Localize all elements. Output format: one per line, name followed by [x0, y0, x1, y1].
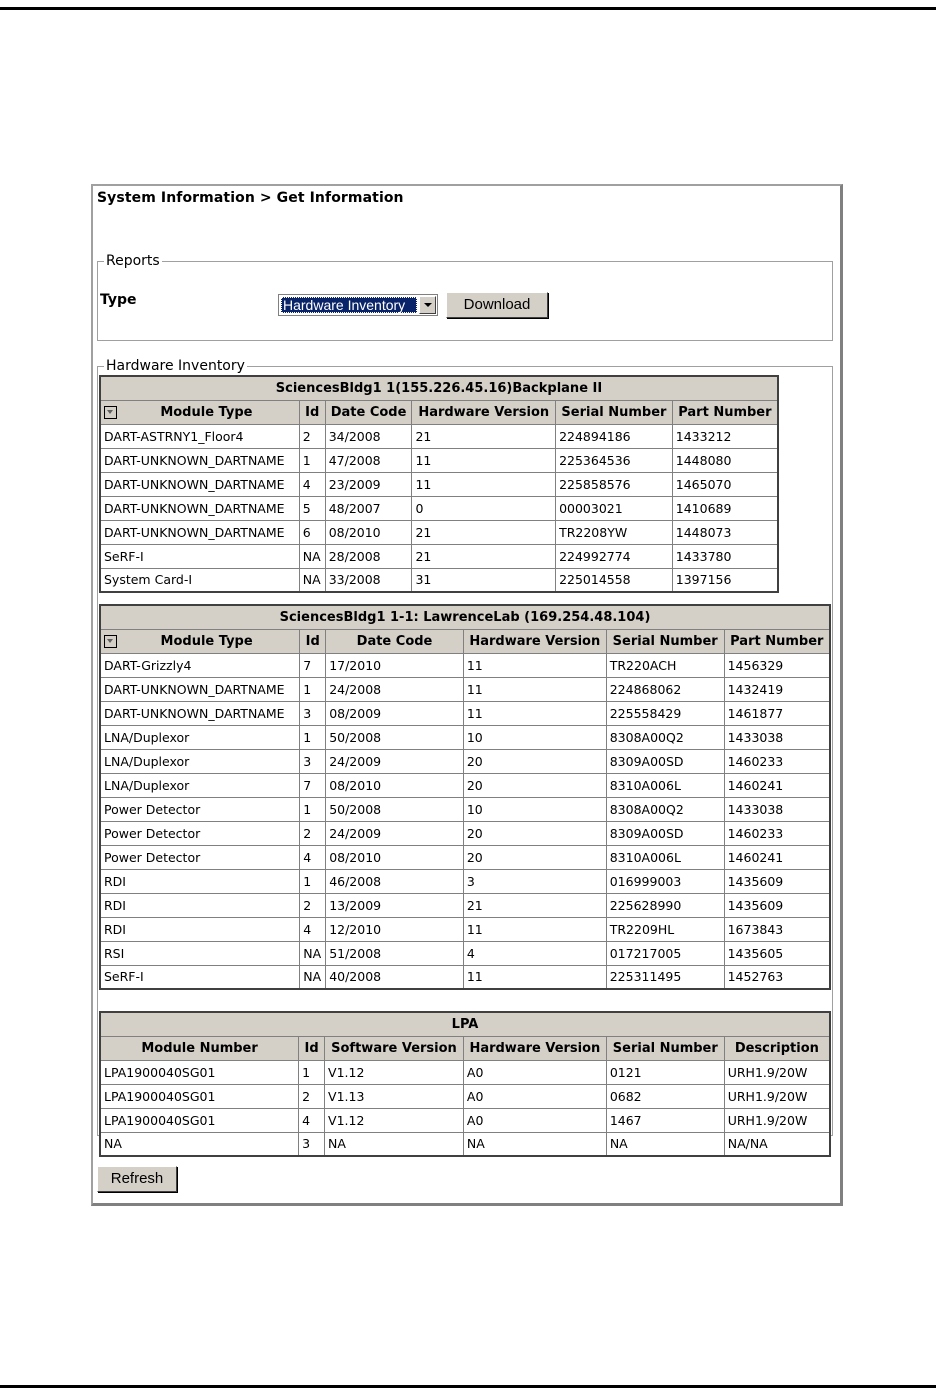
table-cell: 1452763 — [724, 965, 830, 989]
table-row — [100, 965, 830, 989]
table-cell: 50/2008 — [326, 725, 464, 749]
table-header-row — [100, 629, 830, 653]
table-row — [100, 653, 830, 677]
table-cell: 225364536 — [556, 448, 673, 472]
column-header-serial-number: Serial Number — [606, 629, 724, 653]
column-header-hardware-version: Hardware Version — [412, 400, 556, 424]
table-cell: NA — [300, 965, 326, 989]
table-cell: 1397156 — [672, 568, 778, 592]
table-row — [100, 520, 778, 544]
table-row — [100, 1084, 830, 1108]
table-cell: 1465070 — [672, 472, 778, 496]
table-cell: A0 — [463, 1084, 606, 1108]
column-header-serial-number: Serial Number — [606, 1036, 724, 1060]
table-cell: Power Detector — [100, 821, 300, 845]
table-cell: NA — [100, 1132, 299, 1156]
table-cell: V1.12 — [325, 1060, 464, 1084]
column-header-serial-number: Serial Number — [556, 400, 673, 424]
table-cell: 8309A00SD — [606, 821, 724, 845]
table-cell: 11 — [463, 917, 606, 941]
table-cell: 08/2010 — [325, 520, 412, 544]
table-cell: 11 — [463, 653, 606, 677]
table-title: SciencesBldg1 1(155.226.45.16)Backplane II — [100, 376, 778, 400]
table-cell: 20 — [463, 821, 606, 845]
table-cell: 48/2007 — [325, 496, 412, 520]
table-cell: NA — [463, 1132, 606, 1156]
table-cell: NA — [300, 941, 326, 965]
reports-fieldset — [97, 253, 833, 341]
table-cell: 11 — [463, 677, 606, 701]
chevron-down-icon[interactable] — [419, 296, 436, 314]
table-cell: 4 — [300, 845, 326, 869]
table-cell: Power Detector — [100, 797, 300, 821]
table-cell: NA — [325, 1132, 464, 1156]
table-cell: LPA1900040SG01 — [100, 1060, 299, 1084]
table-cell: 1460241 — [724, 773, 830, 797]
table-cell: V1.13 — [325, 1084, 464, 1108]
table-cell: 224992774 — [556, 544, 673, 568]
table-cell: 1456329 — [724, 653, 830, 677]
column-header-module-type[interactable]: Module Type — [100, 400, 299, 424]
column-header-hardware-version: Hardware Version — [463, 1036, 606, 1060]
table-cell: TR220ACH — [606, 653, 724, 677]
table-cell: 4 — [299, 472, 325, 496]
table-cell: 0121 — [606, 1060, 724, 1084]
table-cell: 21 — [412, 520, 556, 544]
table-cell: 11 — [412, 472, 556, 496]
report-type-selected-value: Hardware Inventory — [281, 297, 417, 313]
breadcrumb: System Information > Get Information — [97, 190, 404, 206]
table-cell: 1 — [300, 725, 326, 749]
table-cell: 8310A006L — [606, 845, 724, 869]
table-cell: 2 — [300, 893, 326, 917]
inventory-table-lpa — [99, 1011, 831, 1157]
table-cell: 1460233 — [724, 821, 830, 845]
table-cell: URH1.9/20W — [724, 1084, 830, 1108]
table-cell: 1 — [300, 869, 326, 893]
table-cell: 225628990 — [606, 893, 724, 917]
table-row — [100, 568, 778, 592]
table-cell: 016999003 — [606, 869, 724, 893]
table-cell: 1448073 — [672, 520, 778, 544]
table-row — [100, 496, 778, 520]
table-cell: 51/2008 — [326, 941, 464, 965]
table-cell: 4 — [463, 941, 606, 965]
table-cell: DART-UNKNOWN_DARTNAME — [100, 496, 299, 520]
table-cell: 2 — [299, 1084, 325, 1108]
table-row — [100, 1132, 830, 1156]
table-cell: LNA/Duplexor — [100, 773, 300, 797]
top-rule — [0, 7, 936, 10]
column-header-date-code: Date Code — [325, 400, 412, 424]
inventory-table-lawrencelab — [99, 604, 831, 990]
table-cell: DART-UNKNOWN_DARTNAME — [100, 677, 300, 701]
table-cell: 8310A006L — [606, 773, 724, 797]
table-cell: 3 — [300, 701, 326, 725]
reports-legend: Reports — [106, 253, 160, 269]
report-type-select[interactable] — [278, 294, 438, 316]
table-cell: 1432419 — [724, 677, 830, 701]
table-row — [100, 1060, 830, 1084]
column-header-module-type[interactable]: Module Type — [100, 629, 300, 653]
table-cell: 34/2008 — [325, 424, 412, 448]
table-cell: 1433038 — [724, 797, 830, 821]
table-cell: 1435609 — [724, 869, 830, 893]
table-cell: LPA1900040SG01 — [100, 1084, 299, 1108]
table-cell: 24/2008 — [326, 677, 464, 701]
table-cell: System Card-I — [100, 568, 299, 592]
table-row — [100, 1108, 830, 1132]
table-cell: 017217005 — [606, 941, 724, 965]
table-cell: NA/NA — [724, 1132, 830, 1156]
table-cell: 224868062 — [606, 677, 724, 701]
table-cell: DART-UNKNOWN_DARTNAME — [100, 448, 299, 472]
table-row — [100, 941, 830, 965]
sort-dropdown-icon[interactable] — [104, 635, 117, 648]
table-row — [100, 749, 830, 773]
table-row — [100, 845, 830, 869]
table-cell: URH1.9/20W — [724, 1108, 830, 1132]
table-row — [100, 821, 830, 845]
table-cell: 10 — [463, 797, 606, 821]
table-cell: 2 — [299, 424, 325, 448]
table-cell: 08/2010 — [326, 773, 464, 797]
inventory-table-backplane — [99, 375, 779, 593]
table-cell: 224894186 — [556, 424, 673, 448]
table-row — [100, 472, 778, 496]
bottom-rule — [0, 1385, 936, 1388]
table-cell: 20 — [463, 749, 606, 773]
table-cell: 2 — [300, 821, 326, 845]
table-cell: 13/2009 — [326, 893, 464, 917]
table-cell: 1461877 — [724, 701, 830, 725]
hardware-inventory-legend: Hardware Inventory — [106, 358, 245, 374]
column-header-module-number: Module Number — [100, 1036, 299, 1060]
table-cell: 12/2010 — [326, 917, 464, 941]
table-cell: 1435609 — [724, 893, 830, 917]
column-header-hardware-version: Hardware Version — [463, 629, 606, 653]
table-cell: 8308A00Q2 — [606, 725, 724, 749]
table-cell: NA — [606, 1132, 724, 1156]
table-cell: 0 — [412, 496, 556, 520]
table-cell: 1433780 — [672, 544, 778, 568]
table-cell: LNA/Duplexor — [100, 725, 300, 749]
table-cell: 11 — [412, 448, 556, 472]
table-cell: URH1.9/20W — [724, 1060, 830, 1084]
column-header-software-version: Software Version — [325, 1036, 464, 1060]
table-row — [100, 677, 830, 701]
table-cell: 17/2010 — [326, 653, 464, 677]
table-cell: A0 — [463, 1060, 606, 1084]
table-cell: 08/2009 — [326, 701, 464, 725]
table-cell: RDI — [100, 917, 300, 941]
table-header-row — [100, 1036, 830, 1060]
table-cell: 33/2008 — [325, 568, 412, 592]
table-cell: 1448080 — [672, 448, 778, 472]
table-cell: 225014558 — [556, 568, 673, 592]
table-title: LPA — [100, 1012, 830, 1036]
table-cell: 08/2010 — [326, 845, 464, 869]
table-cell: 1433212 — [672, 424, 778, 448]
sort-dropdown-icon[interactable] — [104, 406, 117, 419]
table-cell: 3 — [463, 869, 606, 893]
table-row — [100, 797, 830, 821]
table-row — [100, 893, 830, 917]
column-header-id: Id — [300, 629, 326, 653]
table-cell: 11 — [463, 701, 606, 725]
type-label: Type — [100, 292, 137, 308]
table-cell: SeRF-I — [100, 965, 300, 989]
table-cell: RSI — [100, 941, 300, 965]
column-header-id: Id — [299, 400, 325, 424]
table-cell: 6 — [299, 520, 325, 544]
table-cell: 28/2008 — [325, 544, 412, 568]
table-cell: 31 — [412, 568, 556, 592]
table-cell: RDI — [100, 869, 300, 893]
table-cell: 21 — [412, 544, 556, 568]
table-cell: LPA1900040SG01 — [100, 1108, 299, 1132]
table-cell: V1.12 — [325, 1108, 464, 1132]
table-cell: 225558429 — [606, 701, 724, 725]
table-cell: 10 — [463, 725, 606, 749]
table-cell: DART-UNKNOWN_DARTNAME — [100, 520, 299, 544]
table-cell: 7 — [300, 653, 326, 677]
table-cell: 7 — [300, 773, 326, 797]
table-cell: SeRF-I — [100, 544, 299, 568]
table-cell: 1673843 — [724, 917, 830, 941]
table-cell: 1435605 — [724, 941, 830, 965]
table-cell: 00003021 — [556, 496, 673, 520]
table-cell: 1410689 — [672, 496, 778, 520]
table-cell: DART-UNKNOWN_DARTNAME — [100, 472, 299, 496]
column-header-part-number: Part Number — [724, 629, 830, 653]
table-cell: 1 — [300, 797, 326, 821]
table-cell: 21 — [463, 893, 606, 917]
column-header-id: Id — [299, 1036, 325, 1060]
table-cell: 3 — [299, 1132, 325, 1156]
table-row — [100, 917, 830, 941]
table-cell: 1 — [299, 1060, 325, 1084]
table-cell: 11 — [463, 965, 606, 989]
column-header-date-code: Date Code — [326, 629, 464, 653]
table-cell: DART-UNKNOWN_DARTNAME — [100, 701, 300, 725]
table-cell: A0 — [463, 1108, 606, 1132]
table-cell: 4 — [300, 917, 326, 941]
table-row — [100, 725, 830, 749]
table-cell: 1 — [299, 448, 325, 472]
table-title: SciencesBldg1 1-1: LawrenceLab (169.254.48.104) — [100, 605, 830, 629]
column-header-part-number: Part Number — [672, 400, 778, 424]
table-row — [100, 773, 830, 797]
table-cell: 1433038 — [724, 725, 830, 749]
table-cell: 1 — [300, 677, 326, 701]
table-cell: 225311495 — [606, 965, 724, 989]
table-cell: 40/2008 — [326, 965, 464, 989]
table-row — [100, 544, 778, 568]
table-cell: 4 — [299, 1108, 325, 1132]
table-cell: DART-Grizzly4 — [100, 653, 300, 677]
table-cell: DART-ASTRNY1_Floor4 — [100, 424, 299, 448]
table-cell: 24/2009 — [326, 821, 464, 845]
table-cell: LNA/Duplexor — [100, 749, 300, 773]
table-cell: 8309A00SD — [606, 749, 724, 773]
table-cell: 24/2009 — [326, 749, 464, 773]
table-cell: 23/2009 — [325, 472, 412, 496]
table-cell: 46/2008 — [326, 869, 464, 893]
table-cell: RDI — [100, 893, 300, 917]
table-cell: 8308A00Q2 — [606, 797, 724, 821]
table-cell: TR2209HL — [606, 917, 724, 941]
table-cell: 0682 — [606, 1084, 724, 1108]
table-cell: 5 — [299, 496, 325, 520]
table-cell: 1467 — [606, 1108, 724, 1132]
table-cell: NA — [299, 544, 325, 568]
table-cell: 225858576 — [556, 472, 673, 496]
table-row — [100, 424, 778, 448]
table-cell: 50/2008 — [326, 797, 464, 821]
download-button[interactable]: Download — [446, 292, 548, 318]
table-cell: 21 — [412, 424, 556, 448]
table-cell: 3 — [300, 749, 326, 773]
refresh-button[interactable]: Refresh — [97, 1166, 177, 1192]
table-cell: 20 — [463, 773, 606, 797]
table-row — [100, 701, 830, 725]
table-cell: TR2208YW — [556, 520, 673, 544]
table-row — [100, 869, 830, 893]
table-cell: NA — [299, 568, 325, 592]
table-row — [100, 448, 778, 472]
table-header-row — [100, 400, 778, 424]
table-cell: Power Detector — [100, 845, 300, 869]
column-header-description: Description — [724, 1036, 830, 1060]
table-cell: 1460241 — [724, 845, 830, 869]
table-cell: 20 — [463, 845, 606, 869]
table-cell: 1460233 — [724, 749, 830, 773]
table-cell: 47/2008 — [325, 448, 412, 472]
